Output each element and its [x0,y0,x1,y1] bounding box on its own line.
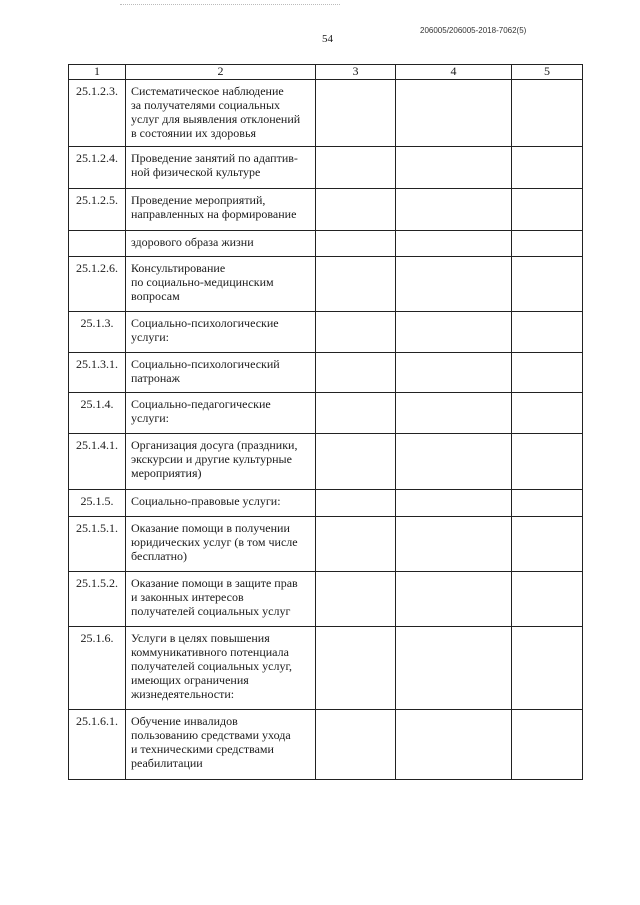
service-name: здорового образа жизни [126,231,316,257]
empty-cell-col-5 [512,147,583,189]
table-row [69,80,583,147]
empty-cell-col-3 [316,189,396,231]
empty-cell-col-4 [396,710,512,780]
column-header: 2 [126,65,316,80]
empty-cell-col-4 [396,627,512,710]
row-number: 25.1.2.3. [69,80,126,147]
table-row [69,312,583,353]
table-row [69,572,583,627]
service-name: Оказание помощи в защите прав и законных интересов получателей социальных услуг [126,572,316,627]
empty-cell-col-5 [512,627,583,710]
service-name: Организация досуга (праздники, экскурсии и другие культурные мероприятия) [126,434,316,490]
service-name: Обучение инвалидов пользованию средствами ухода и техническими средствами реабилитации [126,710,316,780]
row-number: 25.1.4. [69,393,126,434]
service-name: Услуги в целях повышения коммуникативного потенциала получателей социальных услуг, имеющих ограничения жизнедеятельности: [126,627,316,710]
empty-cell-col-5 [512,189,583,231]
empty-cell-col-4 [396,80,512,147]
row-number: 25.1.5.2. [69,572,126,627]
row-number: 25.1.5. [69,490,126,517]
empty-cell-col-5 [512,353,583,393]
table-row [69,189,583,231]
table-row [69,393,583,434]
table-row [69,710,583,780]
column-header: 5 [512,65,583,80]
empty-cell-col-3 [316,393,396,434]
empty-cell-col-5 [512,710,583,780]
row-number: 25.1.4.1. [69,434,126,490]
scan-artifact [120,4,340,8]
empty-cell-col-5 [512,434,583,490]
row-number: 25.1.5.1. [69,517,126,572]
empty-cell-col-4 [396,353,512,393]
empty-cell-col-3 [316,147,396,189]
empty-cell-col-4 [396,393,512,434]
service-name: Социально-психологический патронаж [126,353,316,393]
column-header: 1 [69,65,126,80]
empty-cell-col-3 [316,572,396,627]
empty-cell-col-4 [396,434,512,490]
empty-cell-col-3 [316,434,396,490]
row-number: 25.1.2.4. [69,147,126,189]
row-number: 25.1.2.6. [69,257,126,312]
empty-cell-col-3 [316,490,396,517]
empty-cell-col-4 [396,231,512,257]
page-number: 54 [322,33,333,45]
empty-cell-col-5 [512,231,583,257]
table-row [69,490,583,517]
table-row [69,627,583,710]
empty-cell-col-5 [512,517,583,572]
service-name: Оказание помощи в получении юридических услуг (в том числе бесплатно) [126,517,316,572]
empty-cell-col-3 [316,80,396,147]
empty-cell-col-5 [512,393,583,434]
empty-cell-col-3 [316,231,396,257]
empty-cell-col-5 [512,490,583,517]
service-name: Социально-психологические услуги: [126,312,316,353]
empty-cell-col-3 [316,257,396,312]
service-name: Социально-правовые услуги: [126,490,316,517]
service-name: Социально-педагогические услуги: [126,393,316,434]
service-name: Консультирование по социально-медицинским вопросам [126,257,316,312]
service-name: Проведение мероприятий, направленных на формирование [126,189,316,231]
service-name: Систематическое наблюдение за получателями социальных услуг для выявления отклонений в состоянии их здоровья [126,80,316,147]
empty-cell-col-5 [512,257,583,312]
column-header: 4 [396,65,512,80]
table-row [69,257,583,312]
table-row [69,434,583,490]
table-row [69,147,583,189]
empty-cell-col-4 [396,312,512,353]
empty-cell-col-3 [316,710,396,780]
table-row [69,231,583,257]
empty-cell-col-3 [316,312,396,353]
row-number [69,231,126,257]
row-number: 25.1.2.5. [69,189,126,231]
empty-cell-col-3 [316,353,396,393]
document-id: 206005/206005-2018-7062(5) [420,26,527,35]
column-header: 3 [316,65,396,80]
empty-cell-col-4 [396,517,512,572]
table-row [69,353,583,393]
row-number: 25.1.6.1. [69,710,126,780]
table-header-row [69,65,583,80]
empty-cell-col-5 [512,312,583,353]
empty-cell-col-4 [396,490,512,517]
empty-cell-col-5 [512,80,583,147]
table-body [69,80,583,780]
empty-cell-col-4 [396,572,512,627]
service-name: Проведение занятий по адаптив- ной физической культуре [126,147,316,189]
empty-cell-col-4 [396,147,512,189]
services-table [68,64,583,780]
table-row [69,517,583,572]
empty-cell-col-4 [396,189,512,231]
empty-cell-col-4 [396,257,512,312]
row-number: 25.1.3.1. [69,353,126,393]
row-number: 25.1.3. [69,312,126,353]
empty-cell-col-3 [316,627,396,710]
empty-cell-col-3 [316,517,396,572]
row-number: 25.1.6. [69,627,126,710]
empty-cell-col-5 [512,572,583,627]
